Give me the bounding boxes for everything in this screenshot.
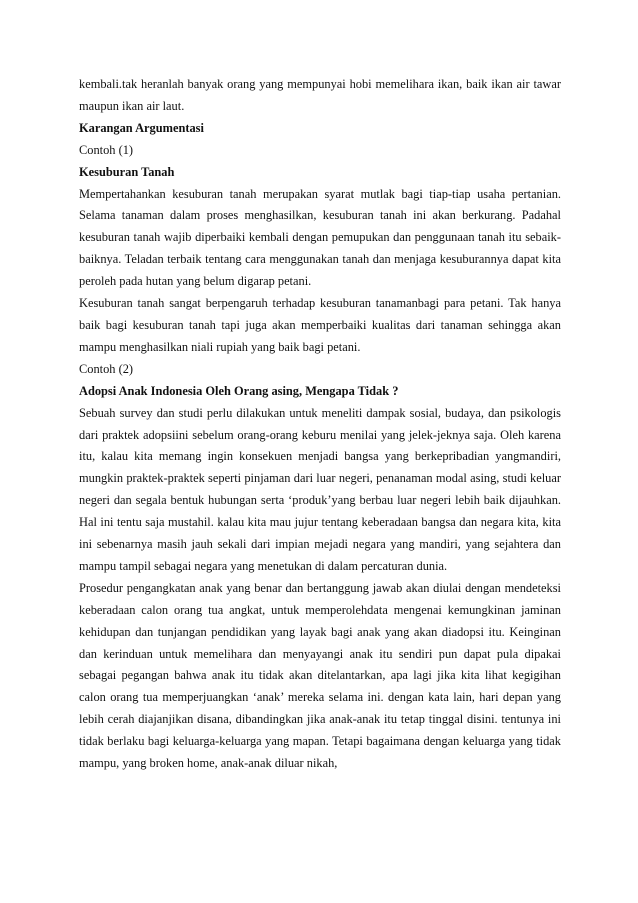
example-1-paragraph: Kesuburan tanah sangat berpengaruh terhadap kesuburan tanamanbagi para petani. Tak hanya baik bagi kesuburan tanah tapi juga akan memperbaiki kualitas dari tanaman sehingga akan mampu menghasilkan niali rupiah yang baik bagi petani. <box>79 296 561 354</box>
example-1-paragraph: Mempertahankan kesuburan tanah merupakan syarat mutlak bagi tiap-tiap usaha pertanian. Selama tanaman dalam proses menghasilkan, kesuburan tanah ini akan berkurang. Padahal kesuburan tanah wajib diperbaiki kembali dengan pemupukan dan penggunaan tanah itu sebaik-baiknya. Teladan terbaik tentang cara menggunakan tanah dan menjaga kesuburannya dapat kita peroleh pada hutan yang belum digarap petani. <box>79 186 561 289</box>
example-1-label: Contoh (1) <box>79 142 134 157</box>
example-2-paragraph: Prosedur pengangkatan anak yang benar dan bertanggung jawab akan diulai dengan mendeteksi keberadaan calon orang tua angkat, untuk memperolehdata mengenai kemungkinan jaminan kehidupan dan tunjangan pendidikan yang layak bagi anak yang akan diadopsi itu. Keinginan dan kerinduan untuk memelihara dan menyayangi anak itu sendiri pun dapat pula dipakai sebagai pegangan bahwa anak itu tidak akan ditelantarkan, apa lagi jika kita lihat kegigihan calon orang tua memperjuangkan ‘anak’ mereka selama ini. dengan kata lain, hari depan yang lebih cerah diajanjikan disana, dibandingkan jika anak-anak itu tetap tinggal disini. tentunya ini tidak berlaku bagi keluarga-keluarga yang mapan. Tetapi bagaimana dengan keluarga yang tidak mampu, yang broken home, anak-anak diluar nikah, <box>79 580 561 771</box>
example-1-title: Kesuburan Tanah <box>79 164 175 179</box>
example-2-title: Adopsi Anak Indonesia Oleh Orang asing, Mengapa Tidak ? <box>79 383 399 398</box>
example-2-label: Contoh (2) <box>79 361 134 376</box>
document-page <box>79 74 561 775</box>
intro-paragraph: kembali.tak heranlah banyak orang yang mempunyai hobi memelihara ikan, baik ikan air tawar maupun ikan air laut. <box>79 77 561 113</box>
example-2-paragraph: Sebuah survey dan studi perlu dilakukan untuk meneliti dampak sosial, budaya, dan psikologis dari praktek adopsiini sebelum orang-orang keburu menilai yang jelek-jeknya saja. Oleh karena itu, kalau kita memang ingin konsekuen menjadi bangsa yang berkepribadian yangmandiri, mungkin praktek-praktek seperti pinjaman dari luar negeri, penanaman modal asing, studi keluar negeri dan segala bentuk hubungan serta ‘produk’yang berbau luar negeri lebih baik dijauhkan. Hal ini tentu saja mustahil. kalau kita mau jujur tentang keberadaan bangsa dan negara kita, kita ini sebenarnya masih jauh sekali dari impian mejadi negara yang mandiri, yang sejahtera dan mampu tampil sebagai negara yang menetukan di dalam percaturan dunia. <box>79 405 561 573</box>
section-heading: Karangan Argumentasi <box>79 120 204 135</box>
